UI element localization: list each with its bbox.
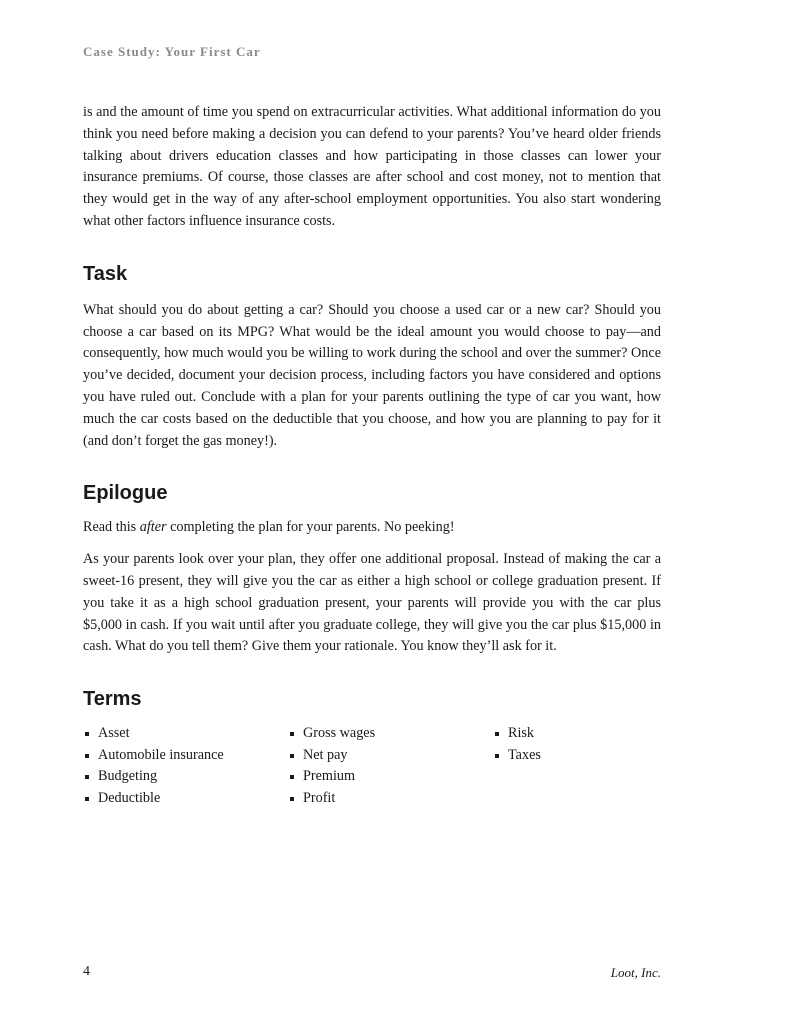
epilogue-note: [83, 517, 661, 539]
term-item: Automobile insurance: [83, 745, 288, 767]
terms-column-1: [83, 723, 288, 809]
terms-column-3: [493, 723, 541, 809]
running-title: Case Study: Your First Car: [83, 44, 261, 59]
term-item: Asset: [83, 723, 288, 745]
task-heading: Task: [83, 262, 128, 285]
intro-paragraph: is and the amount of time you spend on extracurricular activities. What additional information do you think you need before making a decision you can defend to your parents? You’ve heard older friends talking about drivers education classes and how participating in those classes can lower your insurance premiums. Of course, those classes are after school and cost money, not to mention that they would get in the way of any after-school employment opportunities. You also start wondering what other factors influence insurance costs.: [83, 104, 661, 229]
epilogue-note-start: Read this: [83, 519, 140, 536]
terms-column-2: [288, 723, 493, 809]
term-item: Gross wages: [288, 723, 493, 745]
term-item: Risk: [493, 723, 541, 745]
term-item: Taxes: [493, 745, 541, 767]
epilogue-heading: Epilogue: [83, 482, 168, 505]
main-content: [83, 102, 661, 810]
task-paragraph: What should you do about getting a car? Should you choose a used car or a new car? Should you choose a car based on its MPG? What would be the ideal amount you would choose to pay—and consequently, how much would you be willing to work during the school and over the summer? Once you’ve decided, document your decision process, including factors you have considered and options you have ruled out. Conclude with a plan for your parents outlining the type of car you want, how much the car costs based on the deductible that you choose, and how you are planning to pay for it (and don’t forget the gas money!).: [83, 301, 661, 449]
term-item: Premium: [288, 766, 493, 788]
term-item: Budgeting: [83, 766, 288, 788]
terms-list: [83, 723, 661, 809]
term-item: Net pay: [288, 745, 493, 767]
publisher-name: Loot, Inc.: [610, 965, 661, 980]
epilogue-note-end: completing the plan for your parents. No peeking!: [166, 519, 455, 536]
epilogue-note-emphasis: after: [139, 519, 167, 536]
epilogue-paragraph: As your parents look over your plan, they offer one additional proposal. Instead of making the car a sweet-16 present, they will give you the car as either a high school or college graduation present. If you take it as a high school graduation present, your parents will provide you with the car plus $5,000 in cash. If you wait until after you graduate college, they will give you the car plus $15,000 in cash. What do you tell them? Give them your rationale. You know they’ll ask for it.: [83, 551, 661, 655]
term-item: Profit: [288, 788, 493, 810]
terms-heading: Terms: [83, 688, 142, 711]
term-item: Deductible: [83, 788, 288, 810]
page-number: 4: [83, 964, 90, 979]
